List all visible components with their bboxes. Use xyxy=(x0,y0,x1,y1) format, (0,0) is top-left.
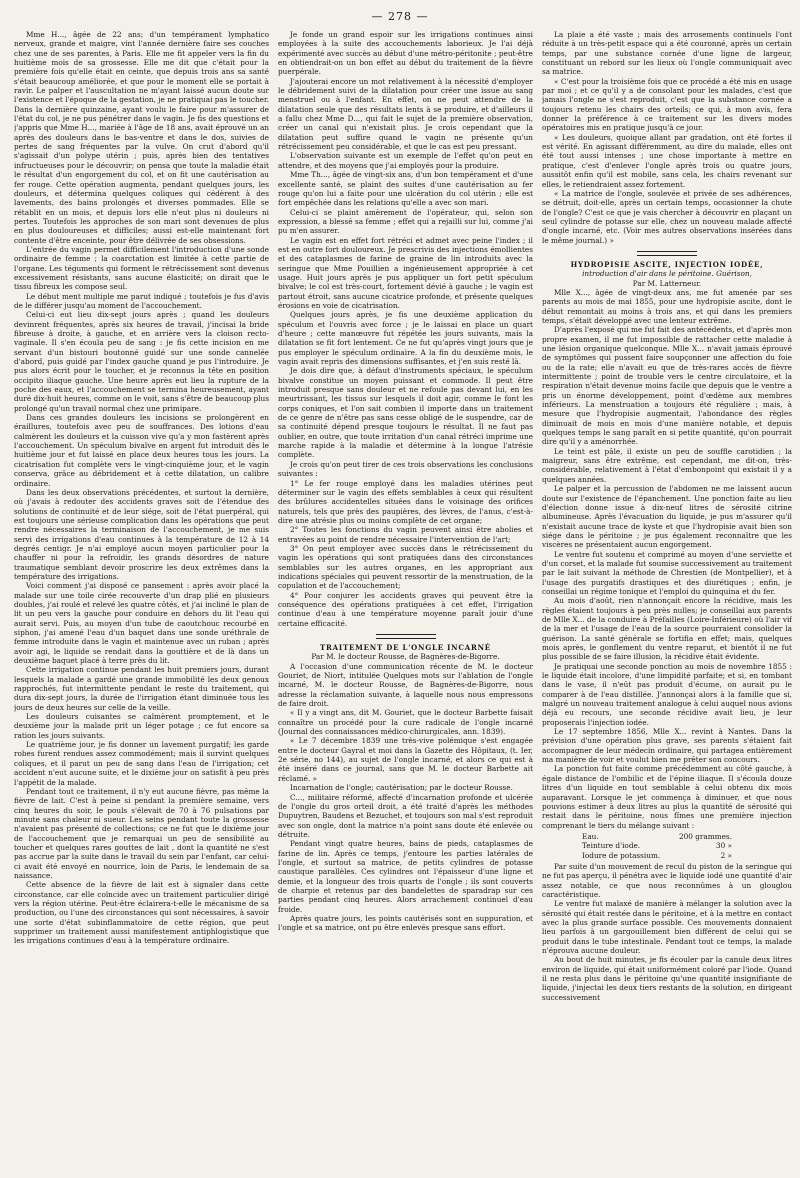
paragraph: Au mois d'août, rien n'annonçait encore la récidive, mais les règles étaient toujours à peu près nulles; je conseillai aux parents de Mlle X... de la conduire à Préfailles (Loire-Inférieure) où l'air vif de la mer et l'usage de l'eau de la source pourraient consolider la guérison. La santé générale se fortifia en effet; mais, quelques mois après, le gonflement du ventre reparut, et bientôt il ne fut plus possible de se faire illusion, la récidive était évidente. xyxy=(542,596,792,662)
paragraph: Celui-ci eut lieu dix-sept jours après ; quand les douleurs devinrent fréquentes, après six heures de travail, j'incisai la bride fibreuse à droite, à gauche, et en arrière vers la cloison recto-vaginale. Il s'en écoula peu de sang : je fis cette incision en me servant d'un bistouri boutonné guidé sur une sonde cannelée d'abord, puis guidé par l'index gauche quand je pus l'introduire. Je pus alors écrit pour le toucher, et je reconnus la tête en position occipito iliaque gauche. Une heure après eut lieu la rupture de la poche des eaux, et l'accouchement se termina heureusement, ayant duré dix-huit heures, comme on le voit, sans s'être de beaucoup plus prolongé qu'un travail normal chez une primipare. xyxy=(14,310,269,413)
paragraph: Quelques jours après, je fis une deuxième application du spéculum et l'ouvris avec force ; je le laissai en place un quart d'heure ; cette manœuvre fut répétée les jours suivants, mais la dilatation se fit fort lentement. Ce ne fut qu'après vingt jours que je pus employer le spéculum ordinaire. A la fin du deuxième mois, le vagin avait repris des dimensions suffisantes, et j'en suis resté là. xyxy=(278,310,533,367)
article-body-ongle xyxy=(278,662,533,933)
paragraph: Pendant tout ce traitement, il n'y eut aucune fièvre, pas même la fièvre de lait. C'est à peine si pendant la première semaine, vers cinq heures du soir, le pouls s'élevait de 70 à 76 pulsations par minute sans chaleur ni sueur. Les seins pendant toute la grossesse n'avaient pas présenté de collections; ce ne fut que le dixième jour de l'accouchement que je remarquai un peu de sensibilité au toucher et quelques rares gouttes de lait , dont la quantité ne s'est pas accrue par la suite dans le travail du sein par l'enfant, car celui-ci avait été envoyé en nourrice, loin de Paris, le lendemain de sa naissance. xyxy=(14,786,269,880)
paragraph: Voici comment j'ai disposé ce pansement : après avoir placé la malade sur une toile cirée recouverte d'un drap plié en plusieurs doubles, j'ai roulé et relevé les quatre côtés, et j'ai incliné le plan de lit un peu vers la gauche pour conduire en dehors du lit l'eau qui aurait servi. Puis, au moyen d'un tube de caoutchouc recourbé en siphon, j'ai amené l'eau d'un baquet dans une sonde uréthrale de femme introduite dans le vagin et maintenue avec un ruban ; après avoir agi, le liquide se rendait dans la gouttière et de là dans un deuxième baquet placé à terre près du lit. xyxy=(14,581,269,666)
ingredient-quantity: 2 » xyxy=(720,850,732,860)
article-body-rétrécissement xyxy=(278,30,533,628)
paragraph: Celui-ci se plaint amèrement de l'opérateur, qui, selon son expression, a blessé sa femme ; effet qui a rejailli sur lui, comme j'ai pu m'en assurer. xyxy=(278,207,533,236)
paragraph: L'observation suivante est un exemple de l'effet qu'on peut en attendre, et des moyens que j'ai employés pour la produire. xyxy=(278,151,533,170)
paragraph: Le vagin est en effet fort rétréci et admet avec peine l'index ; il est en outre fort douloureux. Je prescrivis des injections émollientes et des cataplasmes de farine de graine de lin introduits avec la seringue que Mme Pouillien a ingénieusement appropriée à cet usage. Huit jours après je pus appliquer un fort petit spéculum bivalve; le col est très-court, fortement dévié à gauche ; le vagin est partout étroit, sans aucune cicatrice profonde, et présente quelques érosions en voie de cicatrisation. xyxy=(278,235,533,310)
paragraph: La ponction fut faite comme précédemment au côté gauche, à égale distance de l'ombilic et de l'épine iliaque. Il s'écoula douze litres d'un liquide en tout semblable à celui obtenu dix mois auparavant. Lorsque le jet commença à diminuer, et que nous pouvions estimer à deux litres au plus la quantité de sérosité qui restait dans le péritoine, nous fîmes une première injection comprenant le tiers du mélange suivant : xyxy=(542,764,792,830)
ingredient-name: Teinture d'iode. xyxy=(582,841,641,851)
text-column-left xyxy=(14,30,269,1170)
section-divider xyxy=(637,251,697,256)
ingredient-quantity: 30 » xyxy=(715,841,732,851)
paragraph: Cette irrigation continue pendant les huit premiers jours, durant lesquels la malade a gardé une grande immobilité les deux genoux rapprochés, fut intermittente pendant le reste du traitement, qui dura dix-sept jours, la durée de l'irrigation étant diminuée tous les jours de deux heures sur celle de la veille. xyxy=(14,665,269,712)
paragraph: Le palper et la percussion de l'abdomen ne me laissent aucun doute sur l'existence de l'épanchement. Une ponction faite au lieu d'élection donne issue à dix-neuf litres de sérosité citrine albumineuse. Après l'évacuation du liquide, je pus m'assurer qu'il n'existait aucune trace de kyste et que l'hydropisie avait bien son siége dans le péritoine ; je pus également reconnaître que les viscères ne présentaient aucun engorgement. xyxy=(542,484,792,550)
text-column-right xyxy=(542,30,792,1170)
prescription-formula xyxy=(582,832,792,860)
text-column-middle xyxy=(278,30,533,1170)
paragraph: « C'est pour la troisième fois que ce procédé a été mis en usage par moi ; et ce qu'il y a de consolant pour les malades, c'est que jamais l'ongle ne s'est reproduit, c'est que la substance cornée a toujours retenu les chairs des orteils; ce qui, à mon avis, fera donner la préférence à ce traitement sur les divers modes opératoires mis en pratique jusqu'à ce jour. xyxy=(542,76,792,133)
paragraph: Mme H..., âgée de 22 ans; d'un tempérament lymphatico nerveux, grande et maigre, vint l'année dernière faire ses couches chez une de ses parentes, à Paris. Elle me fit appeler vers la fin du huitième mois de sa grossesse. Elle me dit que c'était pour la première fois qu'elle était en ceinte, que depuis trois ans sa santé s'était beaucoup améliorée, et que pour le moment elle se portait à ravir. Le palper et l'auscultation ne m'ayant laissé aucun doute sur l'existence et l'époque de la gestation, je ne pratiquai pas le toucher. Dans la dernière quinzaine, ayant voulu le faire pour m'assurer de l'état du col, je ne pus pénétrer dans le vagin. Je fis des questions et j'appris que Mme H..., mariée à l'âge de 18 ans, avait éprouvé un an après des douleurs dans le bas-ventre et dans le dos, suivies de pertes de sang fréquentes par la vulve. On crut d'abord qu'il s'agissait d'un polype utérin ; puis, après bien des tentatives infructueuses pour le découvrir; on pensa que toute la maladie était le résultat d'un engorgement du col, et on fit une cautérisation au fer rouge. Cette opération augmenta, pendant quelques jours, les douleurs, et détermina quelques coliques qui cédèrent à des lavements, des bains prolongés et diverses pommades. Elle se rétablit en un mois, et depuis lors elle n'eut plus ni douleurs ni pertes. Toutefois les approches de son mari sont devenues de plus en plus douloureuses et difficiles; aussi est-elle maintenant fort contente d'être enceinte, pour être délivrée de ses obsessions. xyxy=(14,30,269,245)
section-author: Par M. le docteur Rousse, de Bagnères-de-Bigorre. xyxy=(311,652,500,662)
paragraph: D'après l'exposé qui me fut fait des antécédents, et d'après mon propre examen, il me fut impossible de rattacher cette maladie à une lésion organique quelconque. Mlle X... n'avait jamais éprouvé de symptômes qui pussent faire soupçonner une affection du foie ou de la rate; elle n'avait eu que de très-rares accès de fièvre intermittente ; point de trouble vers le centre circulatoire, et la respiration n'était devenue moins facile que depuis que le ventre a pris un énorme développement, point d'œdème aux membres inférieurs. La menstruation a toujours été régulière ; mais, à mesure que l'hydropisie augmentait, l'abondance des règles diminuait de mois en mois d'une manière notable, et depuis quelques temps le sang paraît en si petite quantité, qu'on pourrait dire qu'il y a aménorrhée. xyxy=(542,325,792,447)
section-title-ongle-incarne: TRAITEMENT DE L'ONGLE INCARNÉ xyxy=(320,643,491,652)
paragraph: Les douleurs cuisantes se calmèrent promptement, et le deuxième jour la malade prit un léger potage ; ce fut encore sa ration les jours suivants. xyxy=(14,712,269,740)
section-subtitle: introduction d'air dans le péritoine. Guérison, xyxy=(582,269,752,279)
page-number: — 278 — xyxy=(371,10,429,23)
article-body-hydropisie-continued xyxy=(542,862,792,1002)
section-author: Par M. Latterneur. xyxy=(632,278,702,288)
paragraph: Après quatre jours, les points cautérisés sont en suppuration, et l'ongle et sa matrice, ont pu être enlevés presque sans effort. xyxy=(278,913,533,933)
paragraph: 1° Le fer rouge employé dans les maladies utérines peut déterminer sur le vagin des effets semblables à ceux qui résultent des brûlures accidentelles situées dans le voisinage des orifices naturels, tels que près des paupières, des lèvres, de l'anus, c'est-à-dire une atrésie plus ou moins complète de cet organe; xyxy=(278,478,533,525)
paragraph: La plaie a été vaste ; mais des arrosements continuels l'ont réduite à un très-petit espace qui a été couronné, après un certain temps, par une substance cornée d'une ligne de largeur, constituant un rebord sur les lieux où l'ongle communiquait avec sa matrice. xyxy=(542,30,792,77)
section-divider xyxy=(376,634,436,639)
paragraph: Le début ment multiple me parut indiqué ; toutefois je fus d'avis de le différer jusqu'au moment de l'accouchement. xyxy=(14,291,269,310)
paragraph: 3° On peut employer avec succès dans le rétrécissement du vagin les opérations qui sont pratiquées dans des circonstances semblables sur les autres organes, en les appropriant aux indications spéciales qui peuvent ressortir de la menstruation, de la copulation et de l'accouchement; xyxy=(278,543,533,591)
paragraph: Mlle X..., âgée de vingt-deux ans, me fut amenée par ses parents au mois de mai 1855, pour une hydropisie ascite, dont le début remontait au moins à trois ans, et qui dans les premiers temps, s'était développé avec une lenteur extrême. xyxy=(542,287,792,325)
paragraph: Le 17 septembre 1856, Mlle X... revint à Nantes. Dans la prévision d'une opération plus grave, ses parents s'étaient fait accompagner de leur médecin ordinaire, qui partagea entièrement ma manière de voir et voulut bien me prêter son concours. xyxy=(542,727,792,765)
ingredient-quantity: 200 grammes. xyxy=(679,831,732,841)
paragraph: Je crois qu'on peut tirer de ces trois observations les conclusions suivantes : xyxy=(278,459,533,479)
paragraph: « Les douleurs, quoique allant par gradation, ont été fortes il est vérité. En agissant différemment, au dire du malade, elles ont été tout aussi intenses ; une chose importante à mettre en pratique, c'est d'enlever l'ongle après trois ou quatre jours, aussitôt enfin qu'il est mobile, sans cela, les chairs revenant sur elles, le retiendraient assez fortement. xyxy=(542,132,792,189)
ingredient-name: Eau. xyxy=(582,831,599,841)
paragraph: Je pratiquai une seconde ponction au mois de novembre 1855 : le liquide était incolore, d'une limpidité parfaite; et si, en tombant dans le vase, il n'eût pas produit d'écume, on aurait pu le comparer à de l'eau distillée. J'annonçai alors à la famille que si, malgré un nouveau traitement analogue à celui auquel nous avions déjà eu recours, une seconde récidive avait lieu, je leur proposerais l'injection iodée. xyxy=(542,661,792,727)
paragraph: Cette absence de la fièvre de lait est à signaler dans cette circonstance, car elle coïncide avec un traitement particulier dirigé vers la région utérine. Peut-être éclairera-t-elle le mécanisme de sa production, ou l'une des circonstances qui sont nécessaires, à savoir une sorte d'état subinflammatoire de cette région, que peut supprimer un traitement aussi manifestement antiphlogistique que les irrigations continues d'eau à la température ordinaire. xyxy=(14,880,269,946)
section-title-hydropisie: HYDROPISIE ASCITE, INJECTION IODÉE, xyxy=(570,259,764,269)
paragraph: « La matrice de l'ongle, soulevée et privée de ses adhérences, se détruit, doit-elle, après un certain temps, occasionner la chute de l'ongle? C'est ce que je vais chercher à découvrir en plaçant un seul cylindre de potasse sur elle, chez un nouveau malade affecté d'ongle incarné, etc. (Voir mes autres observations insérées dans le même journal.) » xyxy=(542,188,792,245)
paragraph: Dans ces grandes douleurs les incisions se prolongèrent en éraillures, toutefois avec peu de souffrances. Des lotions d'eau calmèrent les douleurs et la cuisson vive qu'a y mon fastèrent après l'accouchement. Un spéculum bivalve en argent fut introduit dès le huitième jour et fut laissé en place deux heures tous les jours. La cicatrisation fut complète vers le vingt-cinquième jour, et le vagin conserva, grâce au débridement et à cette dilatation, un calibre ordinaire. xyxy=(14,413,269,488)
paragraph: Pendant vingt quatre heures, bains de pieds, cataplasmes de farine de lin. Après ce temps, j'entoure les parties latérales de l'ongle, et surtout sa matrice, de petits cylindres de potasse caustique parallèles. Ces cylindres ont l'épaisseur d'une ligne et demie, et la longueur des trois quarts de l'ongle ; ils sont couverts de charpie et retenus par des bandelettes de sparadrap sur ces parties pendant cinq heures. Alors arrachement continuel d'eau froide. xyxy=(278,839,533,914)
paragraph: J'ajouterai encore un mot relativement à la nécessité d'employer le débridement suivi de la dilatation pour créer une issue au sang menstruel ou à l'enfant. En effet, on ne peut attendre de la dilatation seule que des résultats lents à se produire, et d'ailleurs il a fallu chez Mme D..., qui fait le sujet de la première observation, créer un canal qui n'existait plus. Je crois cependant que la dilatation peut suffire quand le vagin ne présente qu'un rétrécissement peu considérable, et que le cas est peu pressant. xyxy=(278,76,533,152)
paragraph: Au bout de huit minutes, je fis écouler par la canule deux litres environ de liquide, qui était uniformément coloré par l'iode. Quand il ne resta plus dans le péritoine qu'une quantité insignifiante de liquide, j'injectai les deux tiers restants de la solution, en dirigeant successivement xyxy=(542,955,792,1002)
paragraph: A l'occasion d'une communication récente de M. le docteur Gouriet, de Niort, intitulée Quelques mots sur l'ablation de l'ongle incarné, M. le docteur Rousse, de Bagnères-de-Bigorre, nous adresse la réclamation suivante, à laquelle nous nous empressons de faire droit. xyxy=(278,661,533,709)
paragraph: Incarnation de l'ongle; cautérisation; par le docteur Rousse. xyxy=(290,783,513,793)
ingredient-name: Iodure de potassium. xyxy=(582,850,661,860)
paragraph: Le ventre fut malaxé de manière à mélanger la solution avec la sérosité qui était restée dans le péritoine, et à la mettre en contact avec la plus grande surface possible. Ces mouvements donnaient lieu parfois à un gargouillement bien différent de celui qui se produit dans le tube intestinale. Pendant tout ce temps, la malade n'éprouva aucune douleur. xyxy=(542,899,792,955)
paragraph: 4° Pour conjurer les accidents graves qui peuvent être la conséquence des opérations pratiquées à cet effet, l'irrigation continue d'eau à une température moyenne paraît jouir d'une certaine efficacité. xyxy=(278,590,533,628)
paragraph: Je dois dire que, à défaut d'instruments spéciaux, le spéculum bivalve constitue un moyen puissant et commode. Il peut être introduit presque sans douleur et ne refoule pas devant lui, en les meurtrissant, les tissus sur lesquels il doit agir, comme le font les corps coniques, et l'on sait combien il importe dans un traitement de ce genre de n'être pas sans cesse obligé de le suspendre, car de sa continuité dépend presque toujours le résultat. Il ne faut pas oublier, en outre, que toute irritation d'un canal rétréci imprime une marche rapide à la maladie et détermine à la longue l'atrésie complète. xyxy=(278,366,533,460)
paragraph: Dans les deux observations précédentes, et surtout la dernière, où j'avais à redouter des accidents graves soit de l'étendue des solutions de continuité et de leur siége, soit de l'état puerpéral, qui est toujours une sérieuse complication dans les opérations que peut rendre nécessaires la terminaison de l'accouchement, je me suis servi des irrigations d'eau continues à la température de 12 à 14 degrés centigr. Je n'ai employé aucun moyen particulier pour la chauffer ni pour la refroidir, les grands désordres de nature traumatique semblant devoir proscrire les deux extrêmes dans la température des irrigations. xyxy=(14,487,269,581)
paragraph: Mme Th..., âgée de vingt-six ans, d'un bon tempérament et d'une excellente santé, se plaint des suites d'une cautérisation au fer rouge qu'on lui a faite pour une ulcération du col utérin ; elle est fort empêchée dans les relations qu'elle a avec son mari. xyxy=(278,170,533,208)
paragraph: 2° Toutes les fonctions du vagin peuvent ainsi être abolies et entravées au point de rendre nécessaire l'intervention de l'art; xyxy=(278,525,533,544)
formula-row xyxy=(582,841,732,850)
paragraph: L'entrée du vagin permet difficilement l'introduction d'une sonde ordinaire de femme ; la coarctation est limitée à cette partie de l'organe. Les téguments qui forment le rétrécissement sont devenus excessivement résistants, sans aucune élasticité; on dirait que le tissu fibreux les compose seul. xyxy=(14,244,269,292)
formula-row xyxy=(582,851,732,860)
paragraph: Le ventre fut soutenu et comprimé au moyen d'une serviette et d'un corset, et la malade fut soumise successivement au traitement par le lait suivant la méthode de Chrestien (de Montpellier), et à l'usage des purgatifs drastiques et des diurétiques ; enfin, je conseillai un régime tonique et l'emploi du quinquina et du fer. xyxy=(542,549,792,596)
paragraph: Le quatrième jour, je fis donner un lavement purgatif; les garde robes furent rendues assez commodément; mais il survint quelques coliques, et il parut un peu de sang dans l'eau de l'irrigation; cet accident n'eut aucune suite, et le dixième jour on satisfit à peu près l'appétit de la malade. xyxy=(14,740,269,787)
paragraph: « Le 7 décembre 1839 une très-vive polémique s'est engagée entre le docteur Gayral et moi dans la Gazette des Hôpitaux, (t. Ier, 2e série, no 144), au sujet de l'ongle incarné, et alors ce qui est à été inséré dans ce journal, sans que M. le docteur Barbette ait réclamé. » xyxy=(278,736,533,783)
paragraph: Je fonde un grand espoir sur les irrigations continues ainsi employées à la suite des accouchements laborieux. Je l'ai déjà expérimenté avec succès au début d'une métro-péritonite ; peut-être en obtiendrait-on un bon effet au début du traitement de la fièvre puerpérale. xyxy=(278,30,533,77)
article-body-ongle-continued xyxy=(542,30,792,245)
paragraph: « Il y a vingt ans, dit M. Gouriet, que le docteur Barbette faisait connaître un procédé pour la cure radicale de l'ongle incarné (Journal des connaissances médico-chirurgicales, ann. 1839). xyxy=(278,708,533,737)
formula-row xyxy=(582,832,732,841)
paragraph: Le teint est pâle, il existe un peu de souffle carotidien ; la maigreur, sans être extrême, est cependant, me dit-on, très-considérable, relativement à l'état d'embonpoint qui existait il y a quelques années. xyxy=(542,446,792,484)
article-body-hydropisie xyxy=(542,288,792,830)
paragraph: C..., militaire réformé, affecté d'incarnation profonde et ulcérée de l'ongle du gros orteil droit, a été traité d'après les méthodes Dupuytren, Baudens et Bezuchet, et toujours son mal s'est reproduit avec son ongle, dont la matrice n'a point sans doute été enlevée ou détruite. xyxy=(278,792,533,839)
paragraph: Par suite d'un mouvement de recul du piston de la seringue qui ne fut pas aperçu, il pénétra avec le liquide iodé une quantité d'air assez notable, ce que nous reconnûmes à un glouglou caractéristique. xyxy=(542,861,792,899)
